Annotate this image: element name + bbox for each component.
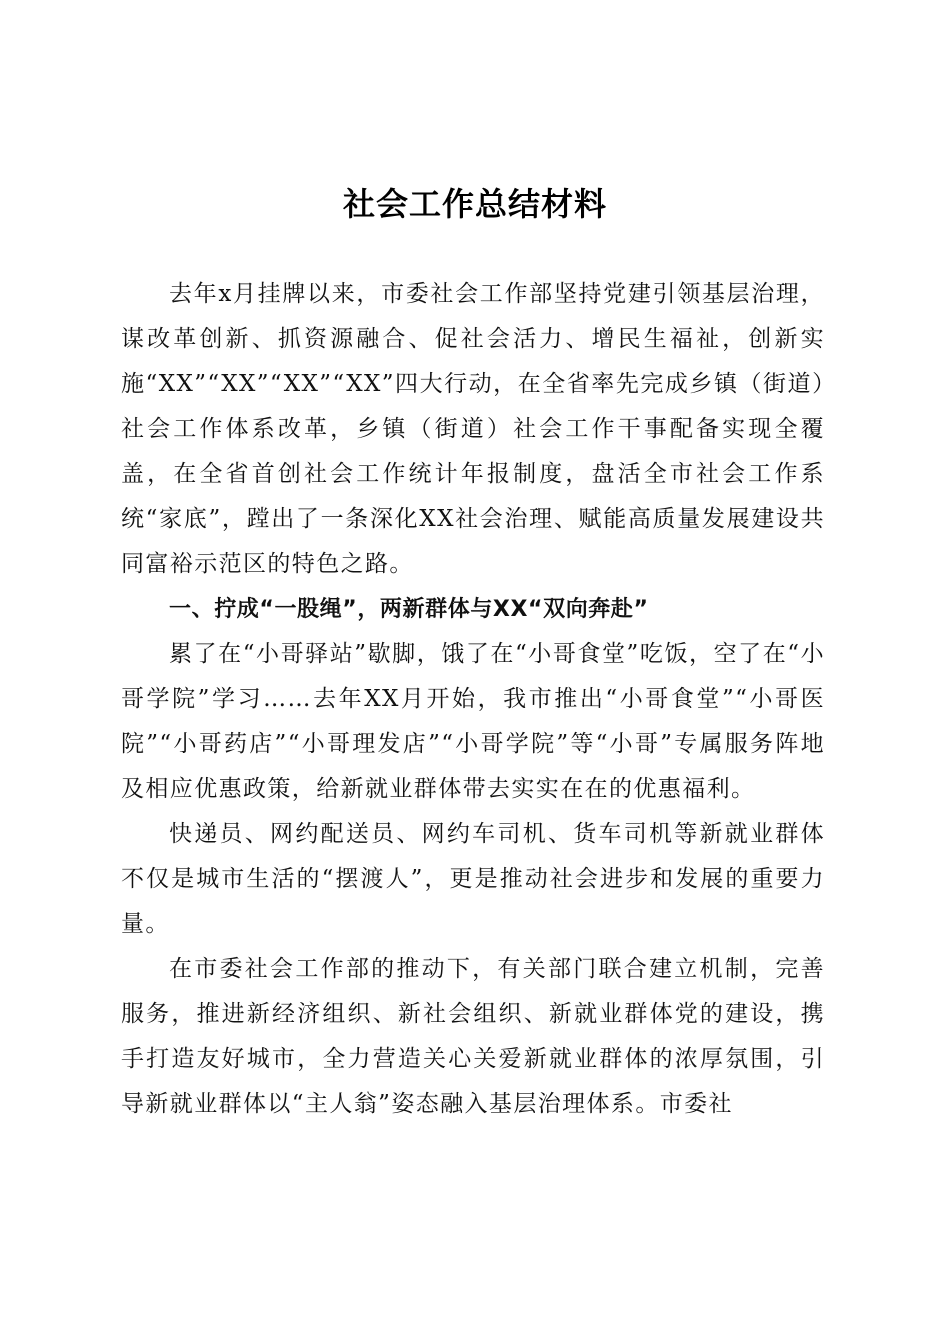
- document-body: [121, 272, 825, 1127]
- paragraph-mechanism: 在市委社会工作部的推动下，有关部门联合建立机制，完善服务，推进新经济组织、新社会组织、新就业群体党的建设，携手打造友好城市，全力营造关心关爱新就业群体的浓厚氛围，引导新就业群体以“主人翁”姿态融入基层治理体系。市委社: [121, 956, 825, 1117]
- document-title: 社会工作总结材料: [342, 185, 607, 223]
- paragraph-new-employment-groups: 快递员、网约配送员、网约车司机、货车司机等新就业群体不仅是城市生活的“摆渡人”，更是推动社会进步和发展的重要力量。: [121, 821, 825, 937]
- paragraph-xiaoge-services: 累了在“小哥驿站”歇脚，饿了在“小哥食堂”吃饭，空了在“小哥学院”学习……去年XX月开始，我市推出“小哥食堂”“小哥医院”“小哥药店”“小哥理发店”“小哥学院”等“小哥”专属服务阵地及相应优惠政策，给新就业群体带去实实在在的优惠福利。: [121, 641, 825, 802]
- section-heading-1: 一、拧成“一股绳”，两新群体与XX“双向奔赴”: [169, 597, 649, 622]
- paragraph-intro: 去年x月挂牌以来，市委社会工作部坚持党建引领基层治理，谋改革创新、抓资源融合、促社会活力、增民生福祉，创新实施“XX”“XX”“XX”“XX”四大行动，在全省率先完成乡镇（街道）社会工作体系改革，乡镇（街道）社会工作干事配备实现全覆盖，在全省首创社会工作统计年报制度，盘活全市社会工作系统“家底”，蹚出了一条深化XX社会治理、赋能高质量发展建设共同富裕示范区的特色之路。: [121, 281, 825, 577]
